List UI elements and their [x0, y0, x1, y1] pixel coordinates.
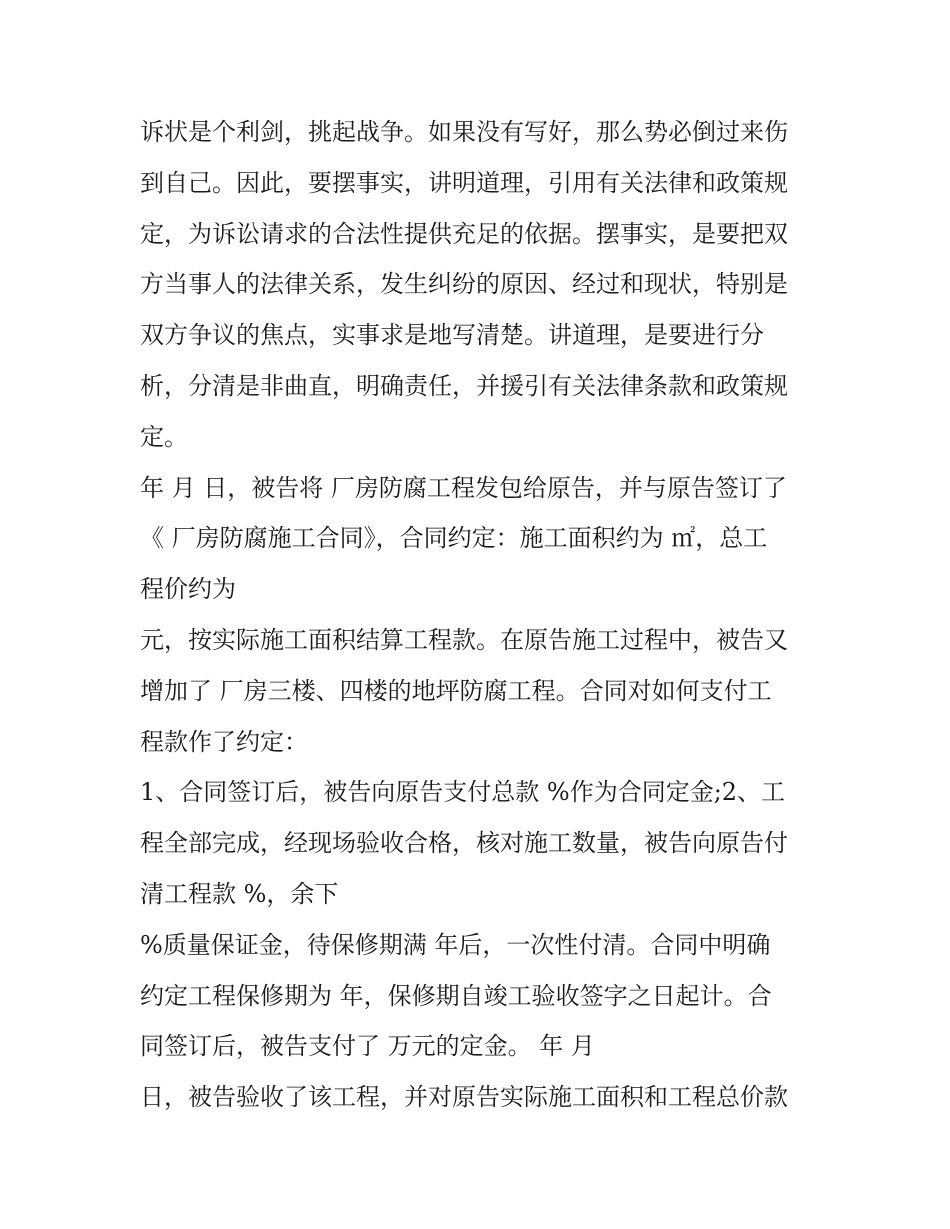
text-line: 元，按实际施工面积结算工程款。在原告施工过程中，被告又	[140, 625, 788, 654]
text-line: 约定工程保修期为 年，保修期自竣工验收签字之日起计。合	[140, 981, 772, 1010]
text-line: 双方争议的焦点，实事求是地写清楚。讲道理，是要进行分	[140, 321, 764, 350]
text-line: 到自己。因此，要摆事实，讲明道理，引用有关法律和政策规	[140, 168, 788, 197]
document-body	[140, 107, 820, 1123]
text-line: %质量保证金，待保修期满 年后，一次性付清。合同中明确	[140, 930, 771, 959]
text-line: 程款作了约定：	[140, 727, 308, 756]
text-line: 方当事人的法律关系，发生纠纷的原因、经过和现状，特别是	[140, 270, 788, 299]
text-line: 增加了 厂房三楼、四楼的地坪防腐工程。合同对如何支付工	[140, 676, 772, 705]
text-line: 1、合同签订后，被告向原告支付总款 %作为合同定金;2、工	[140, 778, 786, 807]
text-line: 析，分清是非曲直，明确责任，并援引有关法律条款和政策规	[140, 371, 788, 400]
text-line: 程价约为	[140, 575, 236, 604]
text-line: 年 月 日，被告将 厂房防腐工程发包给原告，并与原告签订了	[140, 473, 787, 502]
text-line: 同签订后，被告支付了 万元的定金。 年 月	[140, 1032, 595, 1061]
text-line: 程全部完成，经现场验收合格，核对施工数量，被告向原告付	[140, 829, 788, 858]
text-line: 《 厂房防腐施工合同》，合同约定：施工面积约为 ㎡，总工	[140, 524, 768, 553]
text-line: 清工程款 %，余下	[140, 879, 339, 908]
text-line: 诉状是个利剑，挑起战争。如果没有写好，那么势必倒过来伤	[140, 118, 788, 146]
text-line: 定。	[140, 422, 188, 451]
text-line: 日，被告验收了该工程，并对原告实际施工面积和工程总价款	[140, 1083, 788, 1112]
text-line: 定，为诉讼请求的合法性提供充足的依据。摆事实，是要把双	[140, 219, 788, 248]
